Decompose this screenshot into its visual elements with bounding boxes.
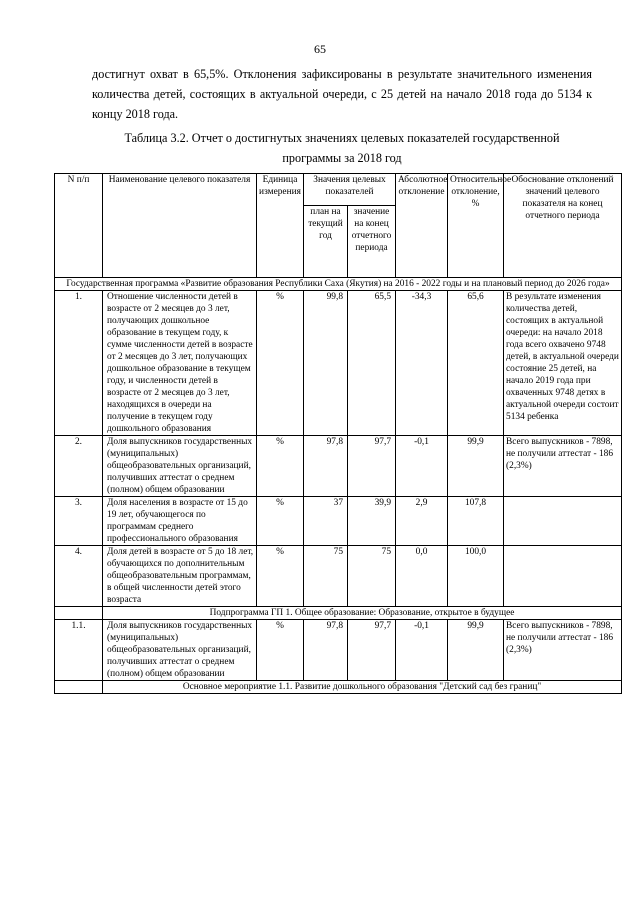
row-name: Доля выпускников государственных (муниципальных) общеобразовательных организаций, получивших аттестат о среднем (полном) общем образовании — [103, 436, 257, 497]
row-unit: % — [257, 620, 304, 681]
report-table — [54, 173, 622, 694]
row-plan: 97,8 — [304, 436, 348, 497]
subprogram-title: Подпрограмма ГП 1. Общее образование: Образование, открытое в будущее — [103, 607, 622, 620]
row-plan: 99,8 — [304, 291, 348, 436]
row-rel: 99,9 — [448, 436, 504, 497]
intro-paragraph: достигнут охват в 65,5%. Отклонения зафиксированы в результате значительного изменения количества детей, состоящих в актуальной очереди, с 25 детей на начало 2018 года до 5134 к концу 2018 года. — [92, 67, 592, 121]
row-abs: -34,3 — [396, 291, 448, 436]
activity-row — [55, 681, 622, 694]
row-num: 1.1. — [55, 620, 103, 681]
activity-title: Основное мероприятие 1.1. Развитие дошкольного образования "Детский сад без границ" — [103, 681, 622, 694]
row-num: 4. — [55, 546, 103, 607]
table-row — [55, 497, 622, 546]
subprogram-num-empty — [55, 607, 103, 620]
row-num: 2. — [55, 436, 103, 497]
header-plan: план на текущий год — [304, 206, 348, 278]
row-abs: 2,9 — [396, 497, 448, 546]
row-rel: 100,0 — [448, 546, 504, 607]
row-unit: % — [257, 546, 304, 607]
header-row-1 — [55, 174, 622, 206]
table-row — [55, 546, 622, 607]
row-reason: В результате изменения количества детей, состоящих в актуальной очереди: на начало 2018 года всего охвачено 9748 детей, в актуальной очереди состояние 25 детей, на начало 2019 года при охваченных 9748 детях в актуальной очереди состоит 5134 ребенка — [504, 291, 622, 436]
row-rel: 65,6 — [448, 291, 504, 436]
row-actual: 65,5 — [348, 291, 396, 436]
header-reason: Обоснование отклонений значений целевого показателя на конец отчетного периода — [504, 174, 622, 278]
header-num: N п/п — [55, 174, 103, 278]
header-rel: Относительное отклонение, % — [448, 174, 504, 278]
row-reason — [504, 497, 622, 546]
row-plan: 75 — [304, 546, 348, 607]
program-row — [55, 278, 622, 291]
table-row — [55, 291, 622, 436]
row-name: Доля выпускников государственных (муниципальных) общеобразовательных организаций, получивших аттестат о среднем (полном) общем образовании — [103, 620, 257, 681]
row-unit: % — [257, 497, 304, 546]
program-title: Государственная программа «Развитие образования Республики Саха (Якутия) на 2016 - 2022 годы и на плановый период до 2026 года» — [55, 278, 622, 291]
subprogram-row — [55, 607, 622, 620]
row-plan: 97,8 — [304, 620, 348, 681]
row-rel: 99,9 — [448, 620, 504, 681]
row-unit: % — [257, 436, 304, 497]
row-name: Доля детей в возрасте от 5 до 18 лет, обучающихся по дополнительным общеобразовательным программам, в общей численности детей этого возраста — [103, 546, 257, 607]
table-caption — [92, 128, 592, 168]
caption-line-2: программы за 2018 год — [282, 151, 402, 165]
row-num: 1. — [55, 291, 103, 436]
row-reason: Всего выпускников - 7898, не получили аттестат - 186 (2,3%) — [504, 620, 622, 681]
row-abs: -0,1 — [396, 620, 448, 681]
header-values-group: Значения целевых показателей — [304, 174, 396, 206]
header-unit: Единица измерения — [257, 174, 304, 278]
row-actual: 97,7 — [348, 620, 396, 681]
header-abs: Абсолютное отклонение — [396, 174, 448, 278]
page-number: 65 — [314, 42, 326, 56]
row-num: 3. — [55, 497, 103, 546]
row-reason — [504, 546, 622, 607]
row-unit: % — [257, 291, 304, 436]
row-rel: 107,8 — [448, 497, 504, 546]
caption-line-1: Таблица 3.2. Отчет о достигнутых значениях целевых показателей государственной — [124, 131, 560, 145]
row-name: Отношение численности детей в возрасте от 2 месяцев до 3 лет, получающих дошкольное образование в текущем году, к сумме численности детей в возрасте от 2 месяцев до 3 лет, получающих дошкольное образование в текущем году, и численности детей в возрасте от 2 месяцев до 3 лет, находящихся в очереди на получение в текущем году дошкольного образования — [103, 291, 257, 436]
row-actual: 39,9 — [348, 497, 396, 546]
header-actual: значение на конец отчетного периода — [348, 206, 396, 278]
row-actual: 97,7 — [348, 436, 396, 497]
row-name: Доля населения в возрасте от 15 до 19 лет, обучающегося по программам среднего профессионального образования — [103, 497, 257, 546]
row-abs: 0,0 — [396, 546, 448, 607]
row-plan: 37 — [304, 497, 348, 546]
row-actual: 75 — [348, 546, 396, 607]
row-abs: -0,1 — [396, 436, 448, 497]
header-name: Наименование целевого показателя — [103, 174, 257, 278]
table-row — [55, 620, 622, 681]
table-row — [55, 436, 622, 497]
row-reason: Всего выпускников - 7898, не получили аттестат - 186 (2,3%) — [504, 436, 622, 497]
activity-num-empty — [55, 681, 103, 694]
